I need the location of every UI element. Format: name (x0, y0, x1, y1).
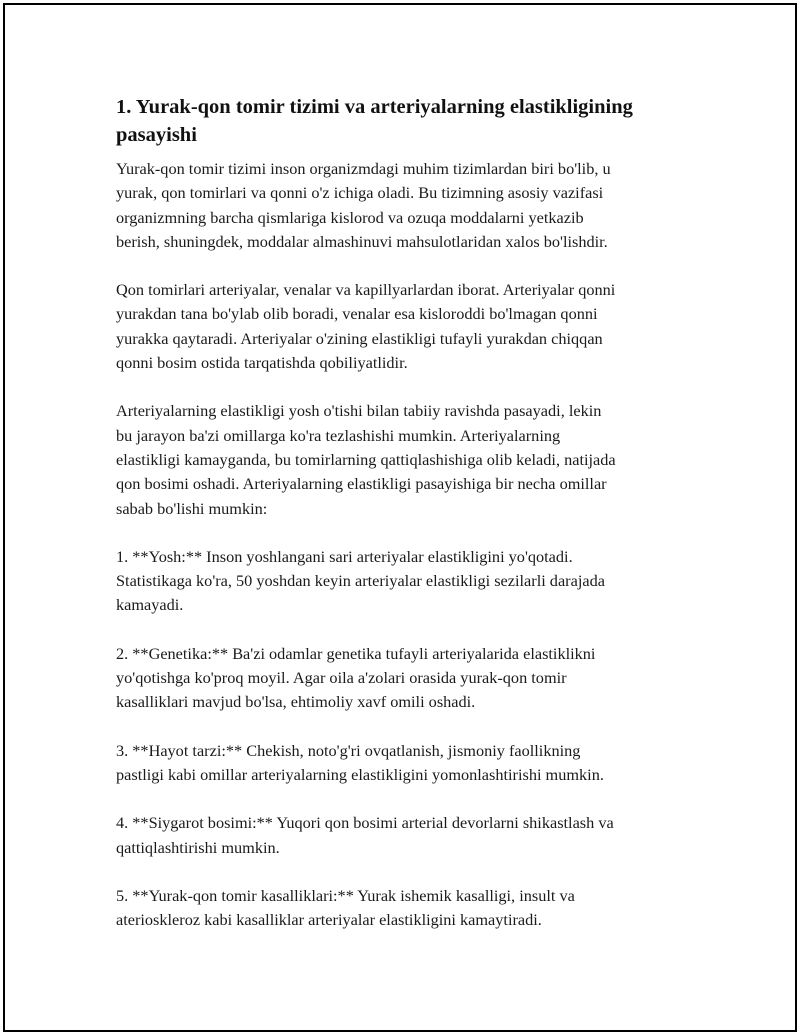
paragraph-elasticity-decline: Arteriyalarning elastikligi yosh o'tishi bilan tabiiy ravishda pasayadi, lekin bu jarayon ba'zi omillarga ko'ra tezlashishi mumkin. Arteriyalarning elastikligi kamayganda, bu tomirlarning qattiqlashishiga olib keladi, natijada qon bosimi oshadi. Arteriyalarning elastikligi pasayishiga bir necha omillar sabab bo'lishi mumkin: (116, 401, 616, 518)
factor-blood-pressure: 4. **Siygarot bosimi:** Yuqori qon bosimi arterial devorlarni shikastlash va qattiqlashtirishi mumkin. (116, 813, 614, 857)
document-title: 1. Yurak-qon tomir tizimi va arteriyalarning elastikligining pasayishi (116, 96, 633, 146)
factor-age: 1. **Yosh:** Inson yoshlangani sari arteriyalar elastikligini yo'qotadi. Statistikaga ko'ra, 50 yoshdan keyin arteriyalar elastikligi sezilarli darajada kamayadi. (116, 546, 605, 615)
factor-genetics: 2. **Genetika:** Ba'zi odamlar genetika tufayli arteriyalarida elastiklikni yo'qotishga ko'proq moyil. Agar oila a'zolari orasida yurak-qon tomir kasalliklari mavjud bo'lsa, ehtimoliy xavf omili oshadi. (116, 643, 596, 712)
factor-cardiovascular-diseases: 5. **Yurak-qon tomir kasalliklari:** Yurak ishemik kasalligi, insult va aterioskleroz kabi kasalliklar arteriyalar elastikligini kamaytiradi. (116, 885, 575, 930)
factor-lifestyle: 3. **Hayot tarzi:** Chekish, noto'g'ri ovqatlanish, jismoniy faollikning pastligi kabi omillar arteriyalarning elastikligini yomonlashtirishi mumkin. (116, 740, 604, 784)
document-body (116, 93, 688, 956)
paragraph-cardiovascular-system: Yurak-qon tomir tizimi inson organizmdagi muhim tizimlardan biri bo'lib, u yurak, qon tomirlari va qonni o'z ichiga oladi. Bu tizimning asosiy vazifasi organizmning barcha qismlariga kislorod va ozuqa moddalarni yetkazib berish, shuningdek, moddalar almashinuvi mahsulotlaridan xalos bo'lishdir. (116, 159, 611, 251)
paragraph-blood-vessels: Qon tomirlari arteriyalar, venalar va kapillyarlardan iborat. Arteriyalar qonni yurakdan tana bo'ylab olib boradi, venalar esa kisloroddi bo'lmagan qonni yurakka qaytaradi. Arteriyalar o'zining elastikligi tufayli yurakdan chiqqan qonni bosim ostida tarqatishda qobiliyatlidir. (116, 280, 616, 373)
